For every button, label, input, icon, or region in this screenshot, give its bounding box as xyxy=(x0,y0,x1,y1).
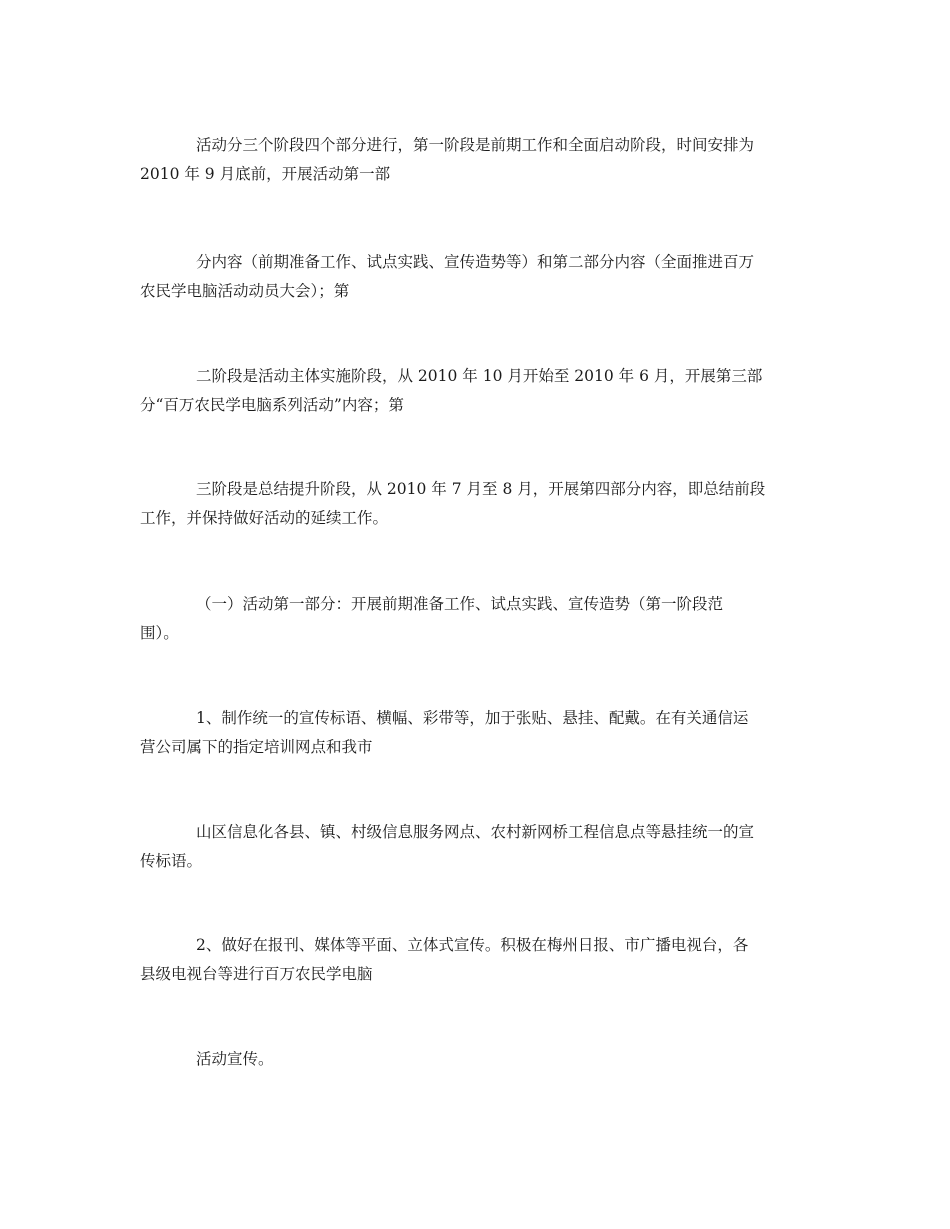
paragraph-line: 分内容（前期准备工作、试点实践、宣传造势等）和第二部分内容（全面推进百万 xyxy=(196,253,755,271)
paragraph-line: 围）。 xyxy=(140,624,179,642)
paragraph-item-2-continued xyxy=(140,1045,815,1074)
paragraph-line: 二阶段是活动主体实施阶段，从 2010 年 10 月开始至 2010 年 6 月，开展第三部 xyxy=(196,367,763,385)
paragraph-line: 三阶段是总结提升阶段，从 2010 年 7 月至 8 月，开展第四部分内容，即总结前段 xyxy=(196,480,766,498)
paragraph-line: 2010 年 9 月底前，开展活动第一部 xyxy=(140,165,391,183)
paragraph-line: 2、做好在报刊、媒体等平面、立体式宣传。积极在梅州日报、市广播电视台，各 xyxy=(196,936,749,954)
paragraph-line: （一）活动第一部分：开展前期准备工作、试点实践、宣传造势（第一阶段范 xyxy=(196,595,724,613)
paragraph-line: 活动宣传。 xyxy=(196,1050,274,1068)
paragraph-stage-overview xyxy=(140,131,815,189)
paragraph-line: 工作，并保持做好活动的延续工作。 xyxy=(140,509,389,527)
paragraph-line: 农民学电脑活动动员大会）；第 xyxy=(140,282,350,300)
paragraph-item-2 xyxy=(140,931,815,989)
paragraph-line: 营公司属下的指定培训网点和我市 xyxy=(140,738,373,756)
paragraph-line: 传标语。 xyxy=(140,852,203,870)
paragraph-line: 分“百万农民学电脑系列活动”内容；第 xyxy=(140,396,404,414)
paragraph-item-1 xyxy=(140,704,815,762)
paragraph-line: 山区信息化各县、镇、村级信息服务网点、农村新网桥工程信息点等悬挂统一的宣 xyxy=(196,823,755,841)
paragraph-third-stage xyxy=(140,475,815,533)
paragraph-first-part-content xyxy=(140,248,815,306)
section-heading-part-one xyxy=(140,590,815,648)
paragraph-second-stage xyxy=(140,362,815,420)
paragraph-item-1-continued xyxy=(140,818,815,876)
paragraph-line: 活动分三个阶段四个部分进行，第一阶段是前期工作和全面启动阶段，时间安排为 xyxy=(196,136,755,154)
paragraph-line: 1、制作统一的宣传标语、横幅、彩带等，加于张贴、悬挂、配戴。在有关通信运 xyxy=(196,709,749,727)
paragraph-line: 县级电视台等进行百万农民学电脑 xyxy=(140,965,373,983)
